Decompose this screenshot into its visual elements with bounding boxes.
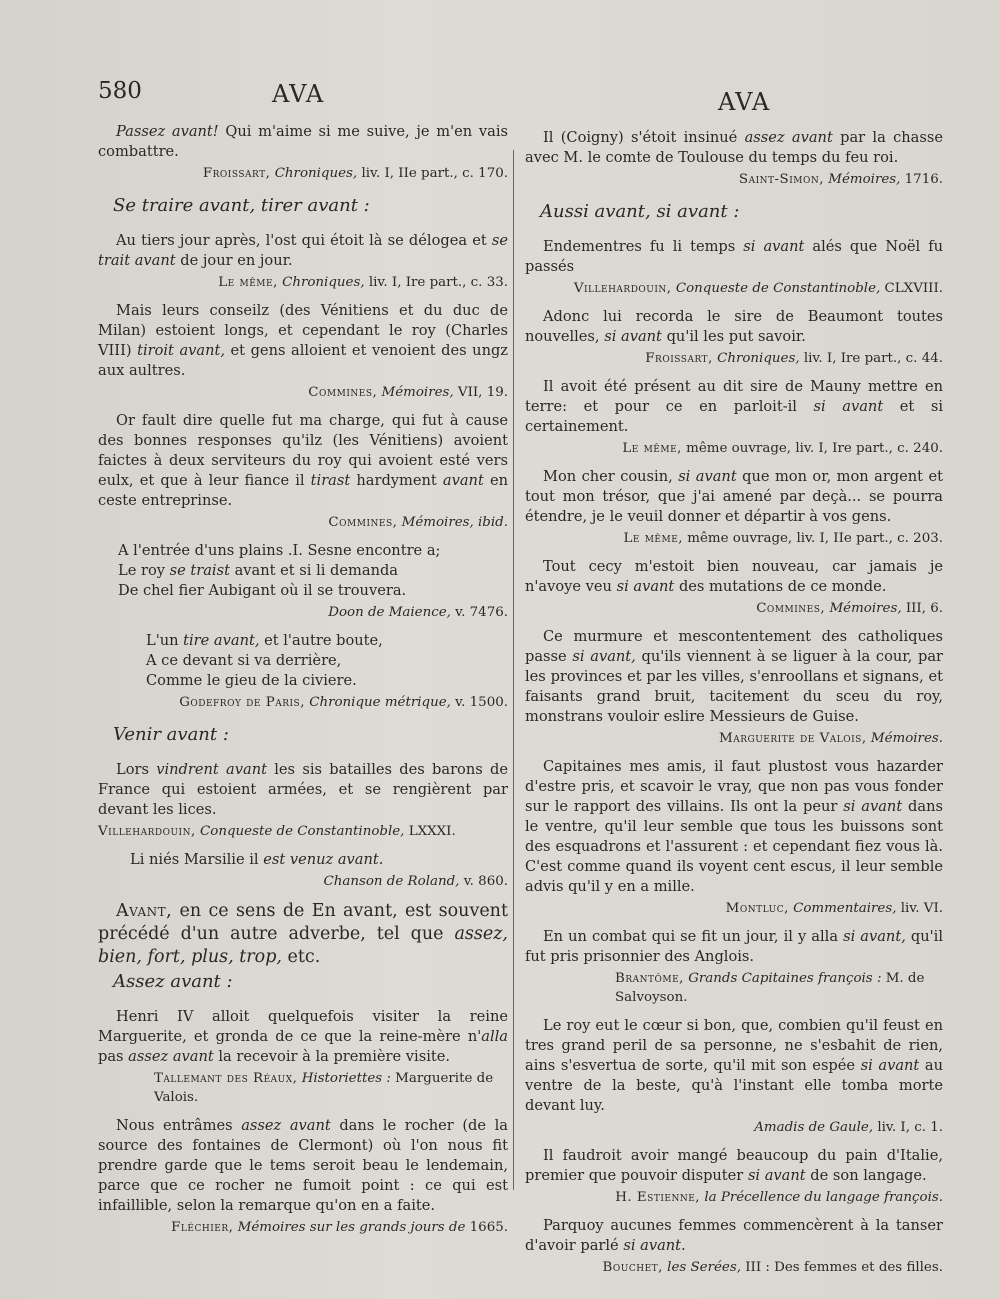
subheading: Aussi avant, si avant : (540, 201, 740, 222)
citation: Froissart, Chroniques, liv. I, IIe part., c. 170. (202, 166, 508, 181)
quotation: Nous entrâmes assez avant dans le rocher (de la source des fontaines de Clermont) où l'on nous fit prendre garde que le tems seroit beau le lendemain, parce que ce rocher ne fumoit point : ce qui est infaillible, selon la remarque qu'on en a faite. (98, 1117, 508, 1214)
verse-quotation: A l'entrée d'uns plains .I. Sesne encontre a; Le roy se traist avant et si li demanda De chel fier Aubigant où il se trouvera. (118, 542, 441, 599)
citation: Commines, Mémoires, VII, 19. (308, 385, 508, 400)
quotation: Adonc lui recorda le sire de Beaumont toutes nouvelles, si avant qu'il les put savoir. (525, 308, 943, 345)
quotation: En un combat qui se fit un jour, il y alla si avant, qu'il fut pris prisonnier des Anglois. (525, 928, 943, 965)
quotation: Le roy eut le cœur si bon, que, combien qu'il feust en tres grand peril de sa personne, ne s'esbahit de rien, ains s'esvertua de sorte, qu'il mit son espée si avant au ventre de la beste, qu'à l'instant elle tomba morte devant luy. (525, 1017, 943, 1114)
citation: Chanson de Roland, v. 860. (323, 874, 508, 889)
quotation: Il (Coigny) s'étoit insinué assez avant par la chasse avec M. le comte de Toulouse du temps du feu roi. (525, 129, 943, 166)
citation: Le même, même ouvrage, liv. I, Ire part., c. 240. (622, 441, 943, 456)
citation: Villehardouin, Conqueste de Constantinoble, CLXVIII. (573, 281, 943, 296)
citation: Commines, Mémoires, ibid. (328, 515, 508, 530)
citation: Villehardouin, Conqueste de Constantinoble, LXXXI. (98, 824, 456, 839)
citation: Godefroy de Paris, Chronique métrique, v. 1500. (179, 695, 508, 710)
running-head-right: AVA (718, 88, 771, 116)
quotation: Henri IV alloit quelquefois visiter la reine Marguerite, et gronda de ce que la reine-mère n'alla pas assez avant la recevoir à la première visite. (98, 1008, 508, 1065)
column-rule (513, 150, 514, 1190)
running-head-left: AVA (272, 80, 325, 108)
citation: Marguerite de Valois, Mémoires. (719, 731, 943, 746)
quotation: Endementres fu li temps si avant alés que Noël fu passés (525, 238, 943, 275)
citation: Amadis de Gaule, liv. I, c. 1. (754, 1120, 943, 1135)
quotation: Au tiers jour après, l'ost qui étoit là se délogea et se trait avant de jour en jour. (98, 232, 508, 269)
citation: Le même, même ouvrage, liv. I, IIe part., c. 203. (623, 531, 943, 546)
quotation: Or fault dire quelle fut ma charge, qui fut à cause des bonnes responses qu'ilz (les Vénitiens) avoient faictes à deux serviteurs du roy qui avoient esté vers eulx, et que à leur fiance il tirast hardyment avant en ceste entreprinse. (98, 412, 508, 509)
citation: Bouchet, les Serées, III : Des femmes et des filles. (602, 1260, 943, 1275)
citation: Doon de Maience, v. 7476. (328, 605, 508, 620)
quotation: Lors vindrent avant les sis batailles des barons de France qui estoient armées, et se rengièrent par devant les lices. (98, 761, 508, 818)
left-column (98, 122, 508, 1246)
quotation: Passez avant! Qui m'aime si me suive, je m'en vais combattre. (98, 123, 508, 160)
quotation: Il avoit été présent au dit sire de Mauny mettre en terre: et pour ce en parloit-il si avant et si certainement. (525, 378, 943, 435)
citation: Le même, Chroniques, liv. I, Ire part., c. 33. (218, 275, 508, 290)
quotation: Tout cecy m'estoit bien nouveau, car jamais je n'avoye veu si avant des mutations de ce monde. (525, 558, 943, 595)
citation: Montluc, Commentaires, liv. VI. (725, 901, 943, 916)
citation: Brantôme, Grands Capitaines françois : M. de Salvoyson. (615, 971, 925, 1005)
citation: H. Estienne, la Précellence du langage françois. (615, 1190, 943, 1205)
right-column (525, 128, 943, 1286)
verse-quotation: L'un tire avant, et l'autre boute, A ce devant si va derrière, Comme le gieu de la civiere. (146, 632, 383, 689)
subheading: Assez avant : (113, 971, 233, 992)
quotation: Parquoy aucunes femmes commencèrent à la tanser d'avoir parlé si avant. (525, 1217, 943, 1254)
citation: Commines, Mémoires, III, 6. (756, 601, 943, 616)
quotation: Mon cher cousin, si avant que mon or, mon argent et tout mon trésor, que j'ai amené par deçà... se pourra étendre, je le veuil donner et départir à vos gens. (525, 468, 943, 525)
citation: Froissart, Chroniques, liv. I, Ire part., c. 44. (645, 351, 943, 366)
quotation: Il faudroit avoir mangé beaucoup du pain d'Italie, premier que pouvoir disputer si avant de son langage. (525, 1147, 943, 1184)
subheading: Venir avant : (113, 724, 229, 745)
quotation: Mais leurs conseilz (des Vénitiens et du duc de Milan) estoient longs, et cependant le roy (Charles VIII) tiroit avant, et gens alloient et venoient des ungz aux aultres. (98, 302, 508, 379)
citation: Saint-Simon, Mémoires, 1716. (738, 172, 943, 187)
citation: Tallemant des Réaux, Historiettes : Marguerite de Valois. (154, 1071, 494, 1105)
entry-paragraph: Avant, en ce sens de En avant, est souvent précédé d'un autre adverbe, tel que assez, bien, fort, plus, trop, etc. (98, 901, 508, 967)
citation: Fléchier, Mémoires sur les grands jours de 1665. (171, 1220, 508, 1235)
page-number: 580 (98, 78, 142, 104)
quotation: Ce murmure et mescontentement des catholiques passe si avant, qu'ils viennent à se liguer à la cour, par les provinces et par les villes, s'enroollans et signans, et faisants grand bruit, tacitement du sceu du roy, monstrans vouloir eslire Messieurs de Guise. (525, 628, 943, 725)
quotation: Capitaines mes amis, il faut plustost vous hazarder d'estre pris, et scavoir le vray, que non pas vous fonder sur le rapport des villains. Ils ont la peur si avant dans le ventre, qu'il leur semble que tous les buissons sont des esquadrons et l'assurent : et cependant fiez vous là. C'est comme quand ils voyent cent escus, il leur semble advis qu'il y en a mille. (525, 758, 943, 895)
subheading: Se traire avant, tirer avant : (113, 195, 370, 216)
verse-quotation: Li niés Marsilie il est venuz avant. (130, 851, 384, 868)
